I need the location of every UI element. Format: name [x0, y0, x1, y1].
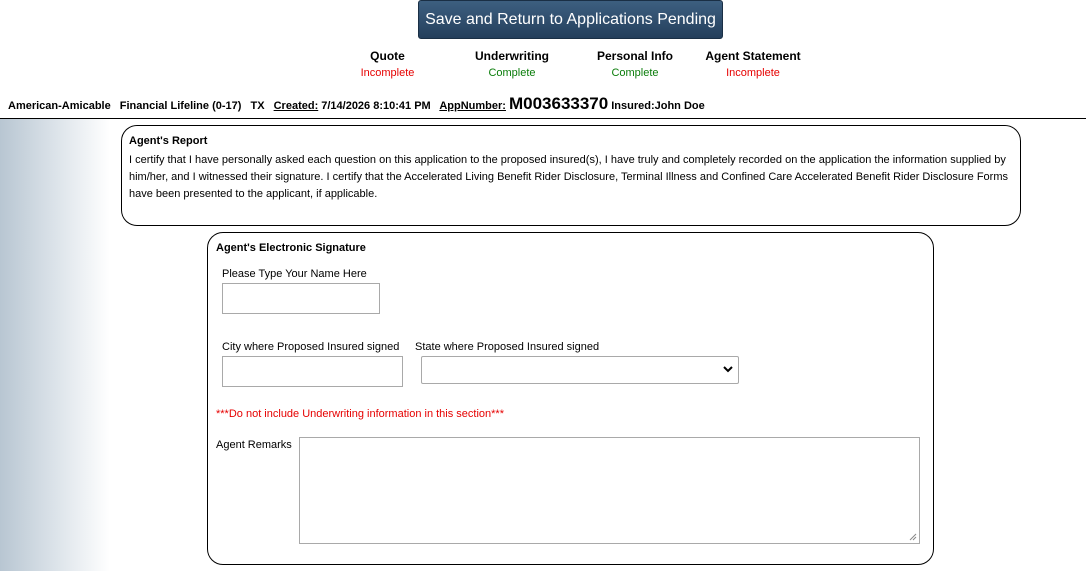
status-value: Complete: [488, 67, 536, 79]
status-value: Incomplete: [360, 67, 415, 79]
underwriting-warning: ***Do not include Underwriting information in this section***: [216, 408, 504, 420]
signature-panel: [207, 232, 934, 565]
chevron-down-icon: [722, 363, 734, 375]
created-label: Created:: [273, 100, 319, 112]
product-name: Financial Lifeline (0-17): [119, 100, 242, 112]
side-gradient: [0, 119, 110, 571]
agent-remarks-textarea[interactable]: [299, 437, 920, 544]
report-title: Agent's Report: [129, 135, 208, 147]
status-agent-statement[interactable]: [700, 49, 806, 80]
status-value: Complete: [611, 67, 659, 79]
state-code: TX: [250, 100, 265, 112]
resize-grip-icon[interactable]: [909, 533, 917, 541]
header-divider: [0, 118, 1086, 119]
status-underwriting[interactable]: [467, 49, 557, 80]
state-select[interactable]: [421, 356, 739, 384]
city-input[interactable]: [222, 356, 403, 387]
appnumber-label: AppNumber:: [439, 100, 506, 112]
signature-title: Agent's Electronic Signature: [216, 242, 366, 254]
save-return-button[interactable]: Save and Return to Applications Pending: [418, 0, 723, 39]
insured-name: Insured:John Doe: [611, 100, 705, 112]
company-name: American-Amicable: [8, 100, 111, 112]
status-label: Agent Statement: [705, 49, 801, 63]
status-label: Personal Info: [596, 49, 673, 63]
status-personal-info[interactable]: [590, 49, 680, 80]
created-value: 7/14/2026 8:10:41 PM: [321, 100, 431, 112]
app-info-bar: [8, 94, 711, 114]
status-value: Incomplete: [726, 67, 780, 79]
appnumber-value: M003633370: [508, 94, 609, 113]
status-quote[interactable]: [350, 49, 425, 80]
name-label: Please Type Your Name Here: [222, 268, 367, 280]
state-label: State where Proposed Insured signed: [415, 341, 600, 353]
status-label: Underwriting: [475, 49, 549, 63]
agents-report-panel: [121, 125, 1021, 226]
report-text: I certify that I have personally asked each question on this application to the proposed insured(s), I have truly and completely recorded on the application the information supplied by him/her, and I witnessed their signature. I certify that the Accelerated Living Benefit Rider Disclosure, Terminal Illness and Confined Care Accelerated Benefit Rider Disclosure Forms have been presented to the applicant, if applicable.: [129, 154, 1008, 200]
city-label: City where Proposed Insured signed: [222, 341, 400, 353]
remarks-label: Agent Remarks: [216, 439, 292, 451]
agent-name-input[interactable]: [222, 283, 380, 314]
status-label: Quote: [370, 49, 405, 63]
